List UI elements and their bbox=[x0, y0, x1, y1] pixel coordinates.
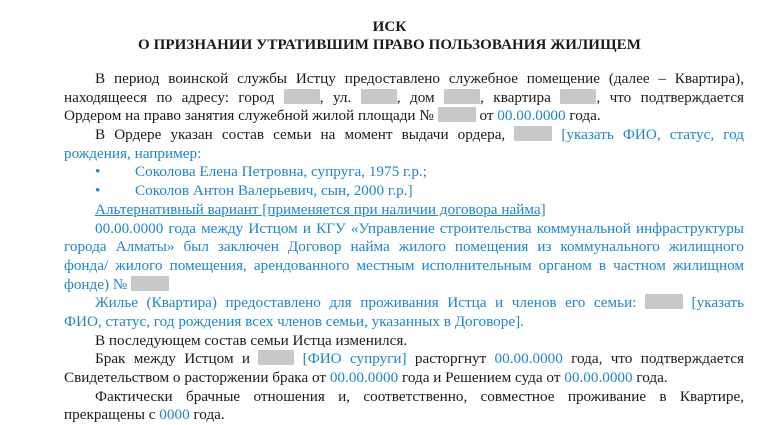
redacted-contract-number bbox=[131, 276, 169, 291]
text: В Ордере указан состав семьи на момент выдачи ордера, bbox=[95, 126, 506, 144]
paragraph-2-line-2: рождения, например: bbox=[64, 144, 202, 162]
redacted-family bbox=[645, 294, 683, 309]
text: Соколова Елена Петровна, супруга, 1975 г.р.; bbox=[135, 163, 427, 181]
paragraph-3-line-1: В последующем состав семьи Истца изменился. bbox=[95, 331, 408, 349]
text: расторгнут bbox=[406, 350, 495, 368]
text: , ул. bbox=[319, 88, 352, 106]
alternative-line-3: фонда/ жилого помещения, арендованного местным исполнительным органом в частном жилищном bbox=[64, 256, 744, 274]
paragraph-5-line-1: Фактически брачные отношения и, соответственно, совместное проживание в Квартире, bbox=[95, 387, 744, 405]
alternative-line-5 bbox=[64, 294, 744, 313]
template-date: 00.00.0000 bbox=[494, 350, 563, 368]
paragraph-4-line-1 bbox=[64, 350, 744, 369]
bullet-icon: • bbox=[95, 182, 101, 200]
text: В период воинской службы Истцу предоставлено служебное помещение (далее – Квартира), bbox=[95, 70, 744, 87]
redacted-street bbox=[361, 89, 397, 104]
redacted-house bbox=[444, 89, 480, 104]
text: года и Решением суда от bbox=[398, 369, 565, 386]
redacted-apartment bbox=[560, 89, 596, 104]
text: Свидетельством о расторжении брака от bbox=[64, 369, 330, 386]
text: фонде) № bbox=[64, 275, 128, 293]
alternative-line-4 bbox=[64, 276, 744, 295]
paragraph-1-line-1 bbox=[64, 70, 744, 89]
template-date: 00.00.0000 bbox=[564, 369, 633, 386]
text: Жилье (Квартира) предоставлено для проживания Истца и членов его семьи: bbox=[95, 294, 637, 312]
text: , дом bbox=[396, 88, 435, 106]
paragraph-4-line-2 bbox=[64, 369, 744, 388]
paragraph-5-line-2 bbox=[64, 406, 744, 425]
alternative-line-6: ФИО, статус, год рождения всех членов семьи, указанных в Договоре]. bbox=[64, 312, 524, 330]
text: года. bbox=[189, 406, 225, 424]
text: года. bbox=[632, 369, 668, 386]
text: прекращены с bbox=[64, 406, 160, 424]
template-date: 00.00.0000 bbox=[329, 369, 399, 386]
redacted-spouse bbox=[258, 350, 294, 365]
redacted-order-number bbox=[438, 107, 476, 122]
document-subtitle: О ПРИЗНАНИИ УТРАТИВШИМ ПРАВО ПОЛЬЗОВАНИЯ ЖИЛИЩЕМ bbox=[137, 37, 642, 53]
document-title: ИСК bbox=[372, 19, 407, 35]
text: находящееся по адресу: город bbox=[64, 88, 275, 106]
paragraph-2-line-1 bbox=[64, 126, 744, 145]
text: от bbox=[475, 107, 498, 125]
template-date: 00.00.0000 bbox=[497, 107, 566, 125]
alternative-heading: Альтернативный вариант [применяется при наличии договора найма] bbox=[95, 200, 546, 218]
text: , что подтверждается bbox=[596, 88, 744, 106]
template-note: [указать ФИО, статус, год bbox=[552, 126, 744, 144]
text: года, что подтверждается bbox=[562, 350, 745, 368]
bullet-item-2 bbox=[64, 182, 744, 201]
text: Брак между Истцом и bbox=[95, 350, 251, 368]
text: Соколов Антон Валерьевич, сын, 2000 г.р.] bbox=[135, 182, 413, 200]
text: , квартира bbox=[480, 88, 551, 106]
text: [указать bbox=[683, 294, 745, 312]
text: Ордером на право занятия служебной жилой площади № bbox=[64, 107, 434, 125]
document-body bbox=[64, 70, 744, 425]
redacted-city bbox=[284, 89, 320, 104]
bullet-icon: • bbox=[95, 163, 101, 181]
paragraph-1-line-3 bbox=[64, 107, 744, 126]
alternative-line-1: 00.00.0000 года между Истцом и КГУ «Управление строительства коммунальной инфраструктуры bbox=[95, 219, 744, 237]
paragraph-1-line-2 bbox=[64, 89, 744, 108]
template-note: [ФИО супруги] bbox=[294, 350, 407, 368]
redacted-name bbox=[514, 126, 552, 141]
text: года. bbox=[565, 107, 601, 125]
bullet-item-1 bbox=[64, 163, 744, 182]
alternative-line-2: города Алматы» был заключен Договор найма жилого помещения из коммунального жилищного bbox=[64, 238, 744, 256]
template-year: 0000 bbox=[159, 406, 190, 424]
